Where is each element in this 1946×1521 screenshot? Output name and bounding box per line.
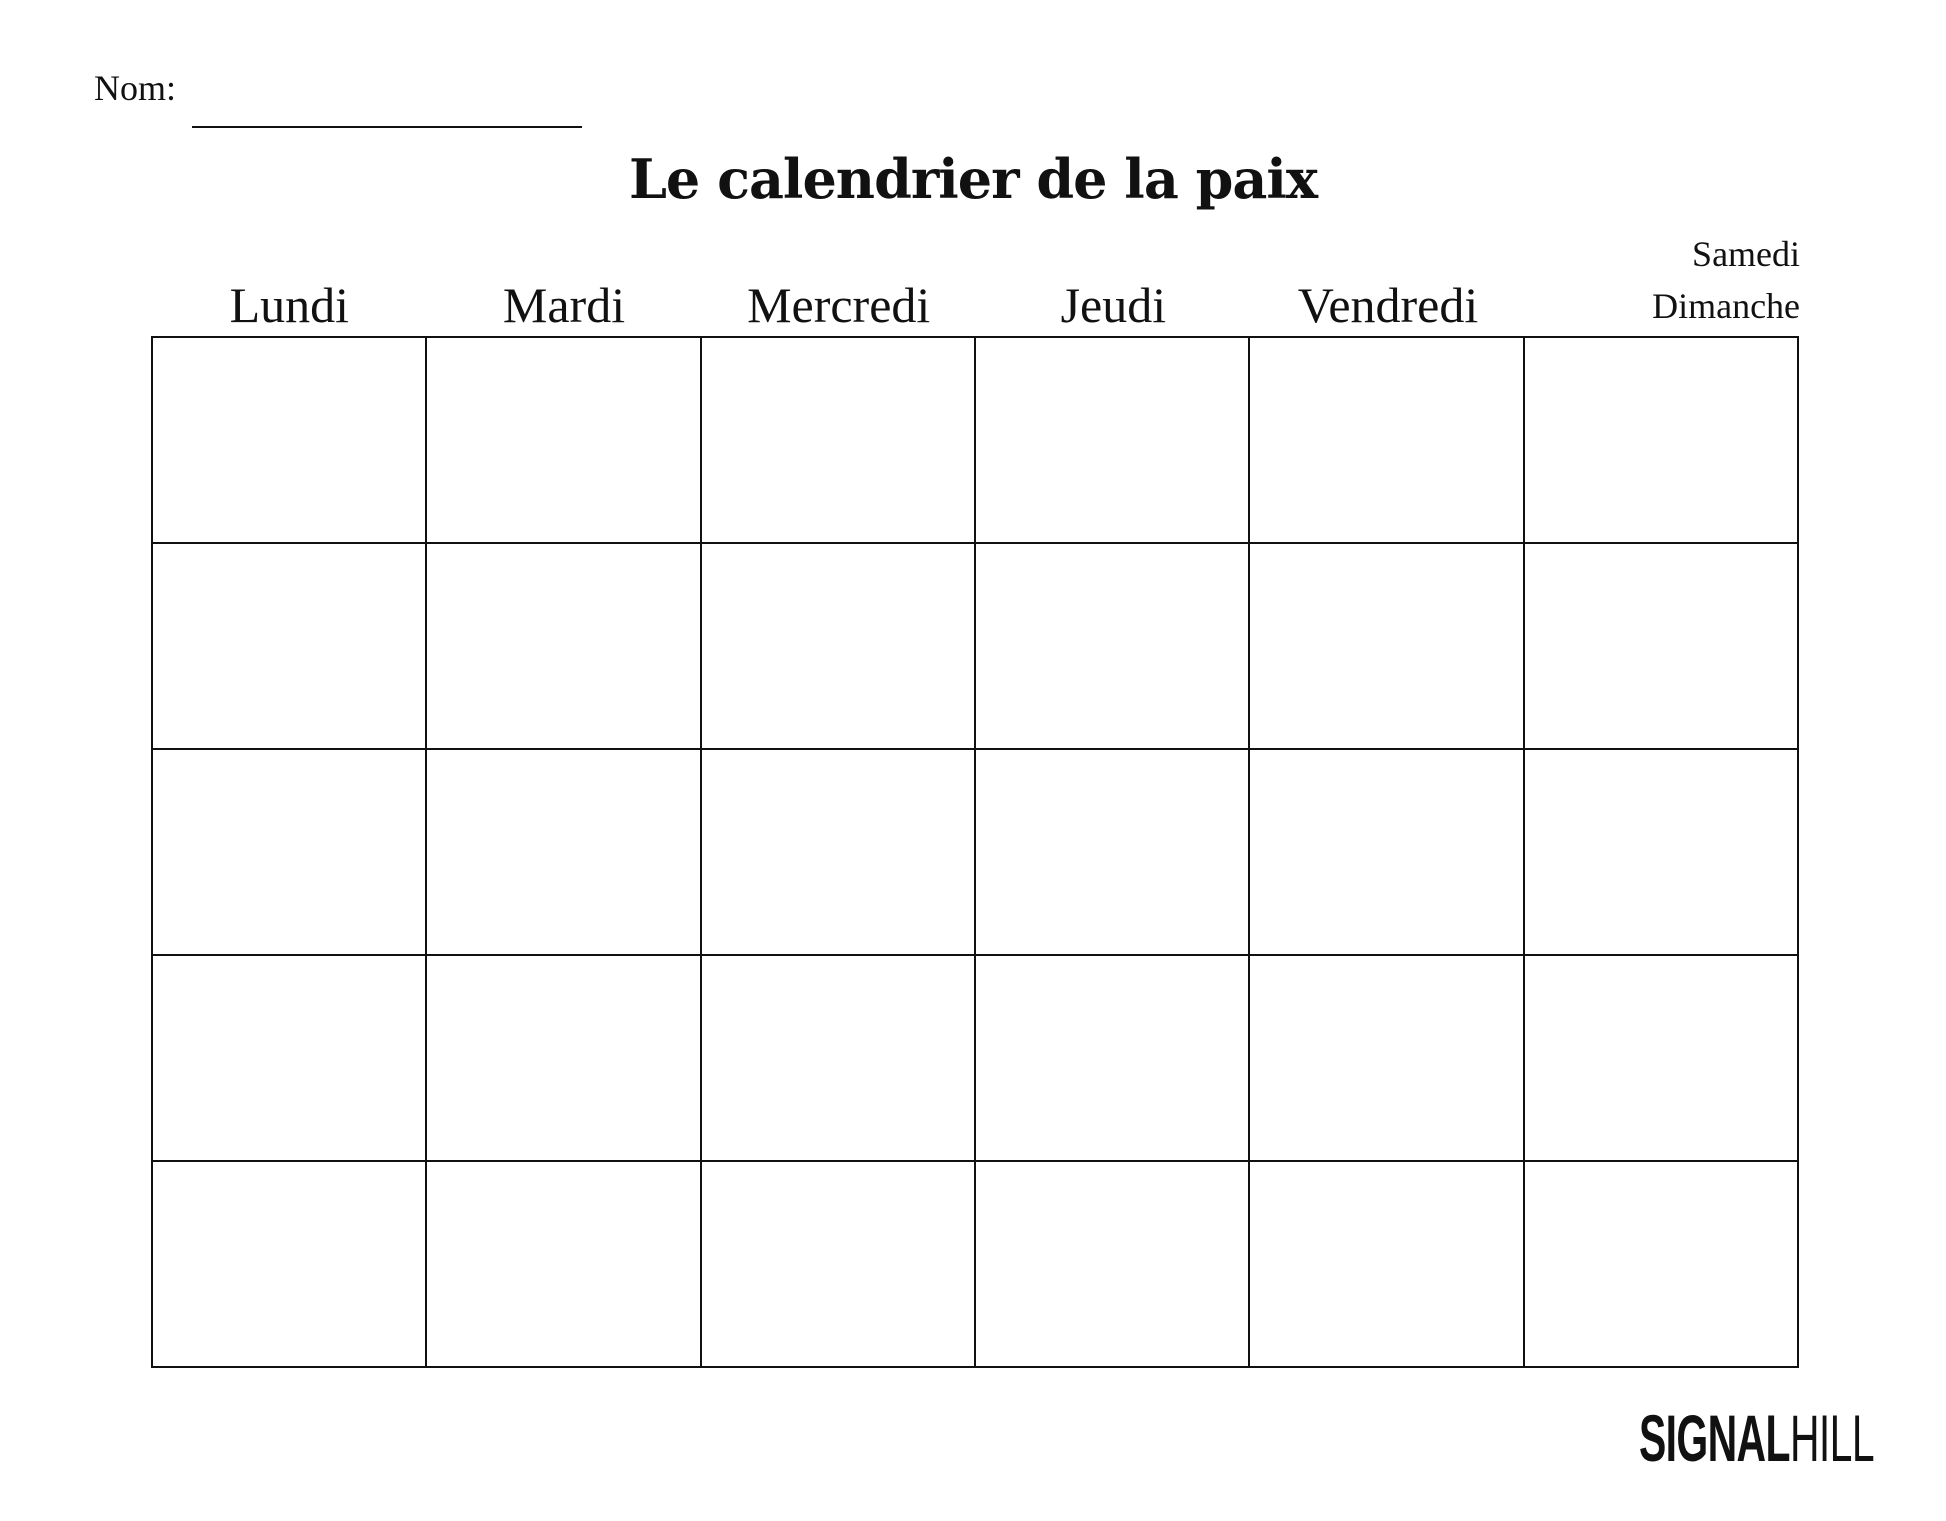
day-header-monday: Lundi	[229, 277, 350, 333]
calendar-cell[interactable]	[1525, 956, 1799, 1162]
page-title: Le calendrier de la paix	[628, 147, 1318, 211]
calendar-cell[interactable]	[1525, 750, 1799, 956]
logo-text-light: HILL	[1789, 1401, 1874, 1475]
signalhill-logo	[1638, 1401, 1874, 1475]
calendar-cell[interactable]	[1250, 338, 1524, 544]
calendar-cell[interactable]	[976, 750, 1250, 956]
calendar-cell[interactable]	[976, 544, 1250, 750]
day-header-friday: Vendredi	[1297, 277, 1479, 333]
day-header-weekend	[1525, 233, 1801, 336]
calendar-cell[interactable]	[702, 750, 976, 956]
day-header-row	[152, 233, 1801, 336]
calendar-cell[interactable]	[153, 1162, 427, 1368]
calendar-cell[interactable]	[153, 338, 427, 544]
calendar-cell[interactable]	[1250, 956, 1524, 1162]
name-label: Nom:	[94, 68, 177, 108]
calendar-cell[interactable]	[976, 956, 1250, 1162]
calendar-cell[interactable]	[153, 544, 427, 750]
calendar-grid	[151, 336, 1799, 1368]
calendar-cell[interactable]	[1250, 544, 1524, 750]
calendar-cell[interactable]	[1525, 544, 1799, 750]
calendar-cell[interactable]	[702, 956, 976, 1162]
calendar-cell[interactable]	[427, 750, 701, 956]
name-write-line[interactable]	[192, 126, 582, 128]
calendar-cell[interactable]	[1250, 750, 1524, 956]
calendar-cell[interactable]	[1525, 338, 1799, 544]
calendar-cell[interactable]	[427, 338, 701, 544]
calendar-cell[interactable]	[976, 1162, 1250, 1368]
calendar-cell[interactable]	[1525, 1162, 1799, 1368]
day-header-wednesday: Mercredi	[747, 277, 931, 333]
calendar-cell[interactable]	[976, 338, 1250, 544]
calendar-cell[interactable]	[153, 956, 427, 1162]
calendar-cell[interactable]	[427, 1162, 701, 1368]
name-field	[94, 70, 582, 106]
day-header-tuesday: Mardi	[502, 277, 626, 333]
calendar-cell[interactable]	[1250, 1162, 1524, 1368]
calendar-cell[interactable]	[427, 544, 701, 750]
calendar-cell[interactable]	[702, 338, 976, 544]
day-header-sunday: Dimanche	[1652, 285, 1801, 326]
logo-text-bold: SIGNAL	[1638, 1401, 1790, 1475]
calendar-cell[interactable]	[153, 750, 427, 956]
calendar-cell[interactable]	[427, 956, 701, 1162]
calendar-cell[interactable]	[702, 544, 976, 750]
day-header-saturday: Samedi	[1692, 233, 1801, 274]
calendar-cell[interactable]	[702, 1162, 976, 1368]
day-header-thursday: Jeudi	[1060, 277, 1167, 333]
